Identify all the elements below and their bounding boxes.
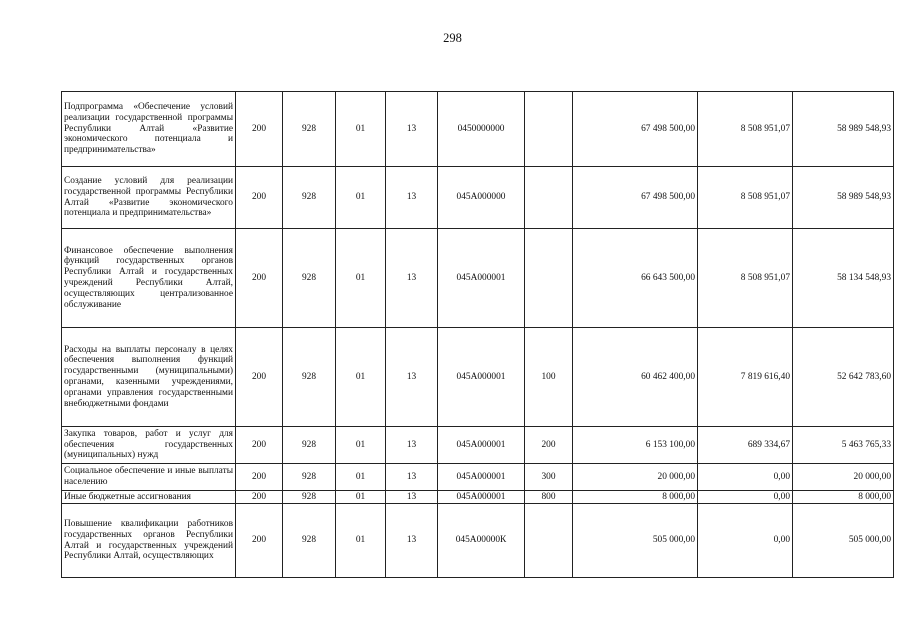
approved-amount: 505 000,00: [573, 504, 698, 578]
target-article-code: 045А000001: [438, 229, 525, 328]
approved-amount: 67 498 500,00: [573, 92, 698, 167]
section-code: 01: [336, 504, 386, 578]
table-row: [62, 328, 894, 427]
executed-amount: 7 819 616,40: [698, 328, 793, 427]
target-article-code: 045А000001: [438, 491, 525, 504]
expense-name: Финансовое обеспечение выполнения функций государственных органов Республики Алтай и государственных учреждений Республики Алтай, осуществляющих централизованное обслуживание: [62, 229, 236, 328]
grbs-code: 200: [236, 167, 283, 229]
remaining-amount: 58 989 548,93: [793, 167, 894, 229]
department-code: 928: [283, 92, 336, 167]
remaining-amount: 52 642 783,60: [793, 328, 894, 427]
department-code: 928: [283, 229, 336, 328]
grbs-code: 200: [236, 229, 283, 328]
section-code: 01: [336, 427, 386, 464]
expense-name: Иные бюджетные ассигнования: [62, 491, 236, 504]
grbs-code: 200: [236, 92, 283, 167]
approved-amount: 60 462 400,00: [573, 328, 698, 427]
expense-name: Социальное обеспечение и иные выплаты населению: [62, 464, 236, 491]
department-code: 928: [283, 491, 336, 504]
department-code: 928: [283, 504, 336, 578]
remaining-amount: 505 000,00: [793, 504, 894, 578]
section-code: 01: [336, 491, 386, 504]
section-code: 01: [336, 229, 386, 328]
remaining-amount: 8 000,00: [793, 491, 894, 504]
subsection-code: 13: [386, 504, 438, 578]
approved-amount: 67 498 500,00: [573, 167, 698, 229]
remaining-amount: 58 134 548,93: [793, 229, 894, 328]
target-article-code: 045А000000: [438, 167, 525, 229]
executed-amount: 8 508 951,07: [698, 229, 793, 328]
table-row: [62, 491, 894, 504]
approved-amount: 8 000,00: [573, 491, 698, 504]
grbs-code: 200: [236, 427, 283, 464]
remaining-amount: 58 989 548,93: [793, 92, 894, 167]
target-article-code: 045А00000К: [438, 504, 525, 578]
remaining-amount: 20 000,00: [793, 464, 894, 491]
table-row: [62, 427, 894, 464]
subsection-code: 13: [386, 427, 438, 464]
approved-amount: 20 000,00: [573, 464, 698, 491]
table-row: [62, 504, 894, 578]
executed-amount: 0,00: [698, 491, 793, 504]
department-code: 928: [283, 167, 336, 229]
expense-type-code: [525, 92, 573, 167]
expense-name: Повышение квалификации работников государственных органов Республики Алтай и государственных учреждений Республики Алтай, осуществляющих: [62, 504, 236, 578]
expense-name: Расходы на выплаты персоналу в целях обеспечения выполнения функций государственными (муниципальными) органами, казенными учреждениями, органами управления государственными внебюджетными фондами: [62, 328, 236, 427]
approved-amount: 66 643 500,00: [573, 229, 698, 328]
department-code: 928: [283, 328, 336, 427]
subsection-code: 13: [386, 167, 438, 229]
section-code: 01: [336, 92, 386, 167]
section-code: 01: [336, 328, 386, 427]
expense-name: Подпрограмма «Обеспечение условий реализации государственной программы Республики Алтай «Развитие экономического потенциала и предпринимательства»: [62, 92, 236, 167]
department-code: 928: [283, 427, 336, 464]
subsection-code: 13: [386, 229, 438, 328]
budget-table: [61, 91, 894, 578]
subsection-code: 13: [386, 491, 438, 504]
expense-type-code: 200: [525, 427, 573, 464]
grbs-code: 200: [236, 464, 283, 491]
expense-type-code: [525, 167, 573, 229]
executed-amount: 0,00: [698, 504, 793, 578]
department-code: 928: [283, 464, 336, 491]
table-row: [62, 92, 894, 167]
target-article-code: 045А000001: [438, 427, 525, 464]
page-number: 298: [443, 31, 462, 45]
grbs-code: 200: [236, 504, 283, 578]
executed-amount: 0,00: [698, 464, 793, 491]
executed-amount: 8 508 951,07: [698, 92, 793, 167]
subsection-code: 13: [386, 464, 438, 491]
grbs-code: 200: [236, 491, 283, 504]
expense-name: Создание условий для реализации государственной программы Республики Алтай «Развитие экономического потенциала и предпринимательства»: [62, 167, 236, 229]
table-row: [62, 464, 894, 491]
section-code: 01: [336, 167, 386, 229]
subsection-code: 13: [386, 328, 438, 427]
target-article-code: 045А000001: [438, 464, 525, 491]
section-code: 01: [336, 464, 386, 491]
subsection-code: 13: [386, 92, 438, 167]
grbs-code: 200: [236, 328, 283, 427]
expense-name: Закупка товаров, работ и услуг для обеспечения государственных (муниципальных) нужд: [62, 427, 236, 464]
expense-type-code: 100: [525, 328, 573, 427]
executed-amount: 689 334,67: [698, 427, 793, 464]
table-row: [62, 229, 894, 328]
remaining-amount: 5 463 765,33: [793, 427, 894, 464]
table-row: [62, 167, 894, 229]
target-article-code: 045А000001: [438, 328, 525, 427]
executed-amount: 8 508 951,07: [698, 167, 793, 229]
expense-type-code: 800: [525, 491, 573, 504]
approved-amount: 6 153 100,00: [573, 427, 698, 464]
target-article-code: 0450000000: [438, 92, 525, 167]
expense-type-code: [525, 504, 573, 578]
expense-type-code: [525, 229, 573, 328]
expense-type-code: 300: [525, 464, 573, 491]
